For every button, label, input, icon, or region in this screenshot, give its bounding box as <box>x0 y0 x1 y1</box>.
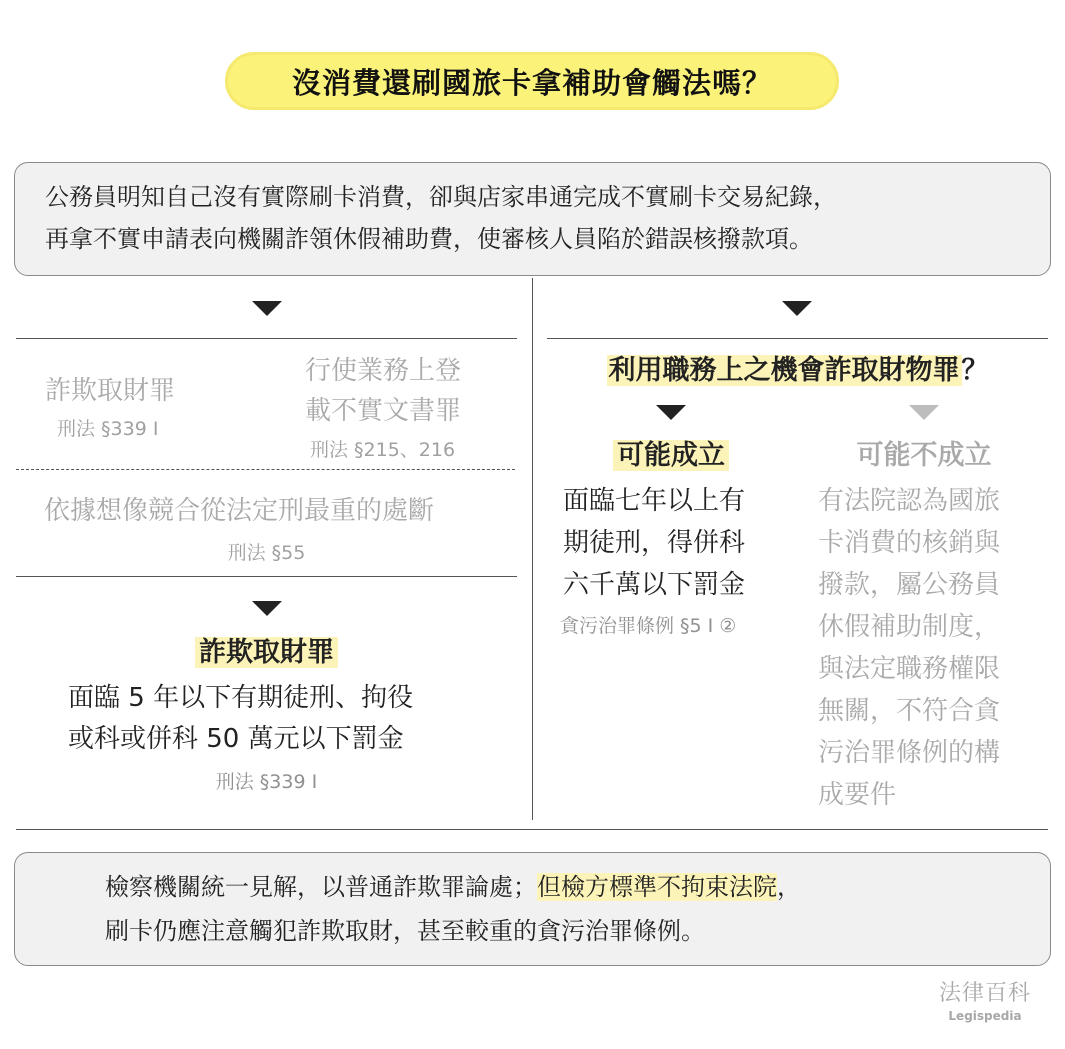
conclusion-line-1-b: ， <box>777 873 801 901</box>
scenario-line-1: 公務員明知自己沒有實際刷卡消費，卻與店家串通完成不實刷卡交易紀錄， <box>45 183 837 211</box>
not-possible-line-5: 與法定職務權限 <box>818 654 1001 684</box>
result-penalty-line-2: 或科或併科 50 萬元以下罰金 <box>68 724 404 754</box>
not-possible-line-4: 休假補助制度， <box>818 612 1001 642</box>
result-crime-name-wrap <box>16 634 517 672</box>
not-possible-line-1: 有法院認為國旅 <box>818 486 1001 516</box>
result-penalty-line-1: 面臨 5 年以下有期徒刑、拘役 <box>68 683 414 713</box>
scenario-line-2: 再拿不實申請表向機關詐領休假補助費，使審核人員陷於錯誤核撥款項。 <box>45 225 813 253</box>
conclusion-line-2: 刷卡仍應注意觸犯詐欺取財，甚至較重的貪污治罪條例。 <box>105 917 705 945</box>
page-title: 沒消費還刷國旅卡拿補助會觸法嗎？ <box>225 52 839 110</box>
left-mid-rule <box>16 576 517 577</box>
not-possible-label: 可能不成立 <box>856 440 992 471</box>
brand-logo <box>930 980 1040 1024</box>
right-top-rule <box>547 338 1048 339</box>
not-possible-line-2: 卡消費的核銷與 <box>818 528 1001 558</box>
not-possible-line-8: 成要件 <box>818 780 897 810</box>
possible-law: 貪污治罪條例 §5 I ② <box>560 615 737 637</box>
not-possible-arrow-icon <box>909 405 939 420</box>
possible-label-wrap <box>556 437 786 475</box>
result-law: 刑法 §339 I <box>215 771 318 793</box>
left-result-arrow-icon <box>252 601 282 616</box>
possible-line-2: 期徒刑，得併科 <box>563 528 746 558</box>
crime-document-label-1: 行使業務上登 <box>305 356 462 386</box>
result-crime-name: 詐欺取財罪 <box>195 637 338 668</box>
not-possible-line-3: 撥款，屬公務員 <box>818 570 1001 600</box>
possible-label: 可能成立 <box>613 440 729 471</box>
right-arrow-down-icon <box>782 301 812 316</box>
crime-fraud-law: 刑法 §339 I <box>57 418 159 440</box>
concurrence-text: 依據想像競合從法定刑最重的處斷 <box>44 496 435 526</box>
brand-name: 法律百科 <box>938 981 1031 1006</box>
not-possible-line-6: 無關，不符合貪 <box>818 696 1001 726</box>
left-arrow-down-icon <box>252 301 282 316</box>
possible-line-3: 六千萬以下罰金 <box>563 570 746 600</box>
crime-document-label-2: 載不實文書罪 <box>305 396 462 426</box>
left-dashed-rule <box>16 469 515 470</box>
bottom-rule <box>16 829 1048 830</box>
brand-sub: Legispedia <box>948 1009 1022 1023</box>
center-divider <box>532 278 533 820</box>
not-possible-line-7: 污治罪條例的構 <box>818 738 1001 768</box>
scenario-box <box>14 162 1051 276</box>
crime-document-law: 刑法 §215、216 <box>310 439 456 461</box>
conclusion-line-1-a: 檢察機關統一見解，以普通詐欺罪論處； <box>105 873 537 901</box>
right-question-mark: ？ <box>961 355 989 386</box>
right-question-crime: 利用職務上之機會詐取財物罪 <box>608 355 960 386</box>
conclusion-box <box>14 852 1051 966</box>
right-question <box>547 351 1048 391</box>
conclusion-highlight: 但檢方標準不拘束法院 <box>537 873 777 901</box>
possible-arrow-icon <box>656 405 686 420</box>
crime-fraud-label: 詐欺取財罪 <box>45 376 176 406</box>
left-top-rule <box>16 338 517 339</box>
possible-line-1: 面臨七年以上有 <box>563 486 746 516</box>
conclusion-line-1 <box>105 865 801 909</box>
concurrence-law: 刑法 §55 <box>227 542 306 564</box>
